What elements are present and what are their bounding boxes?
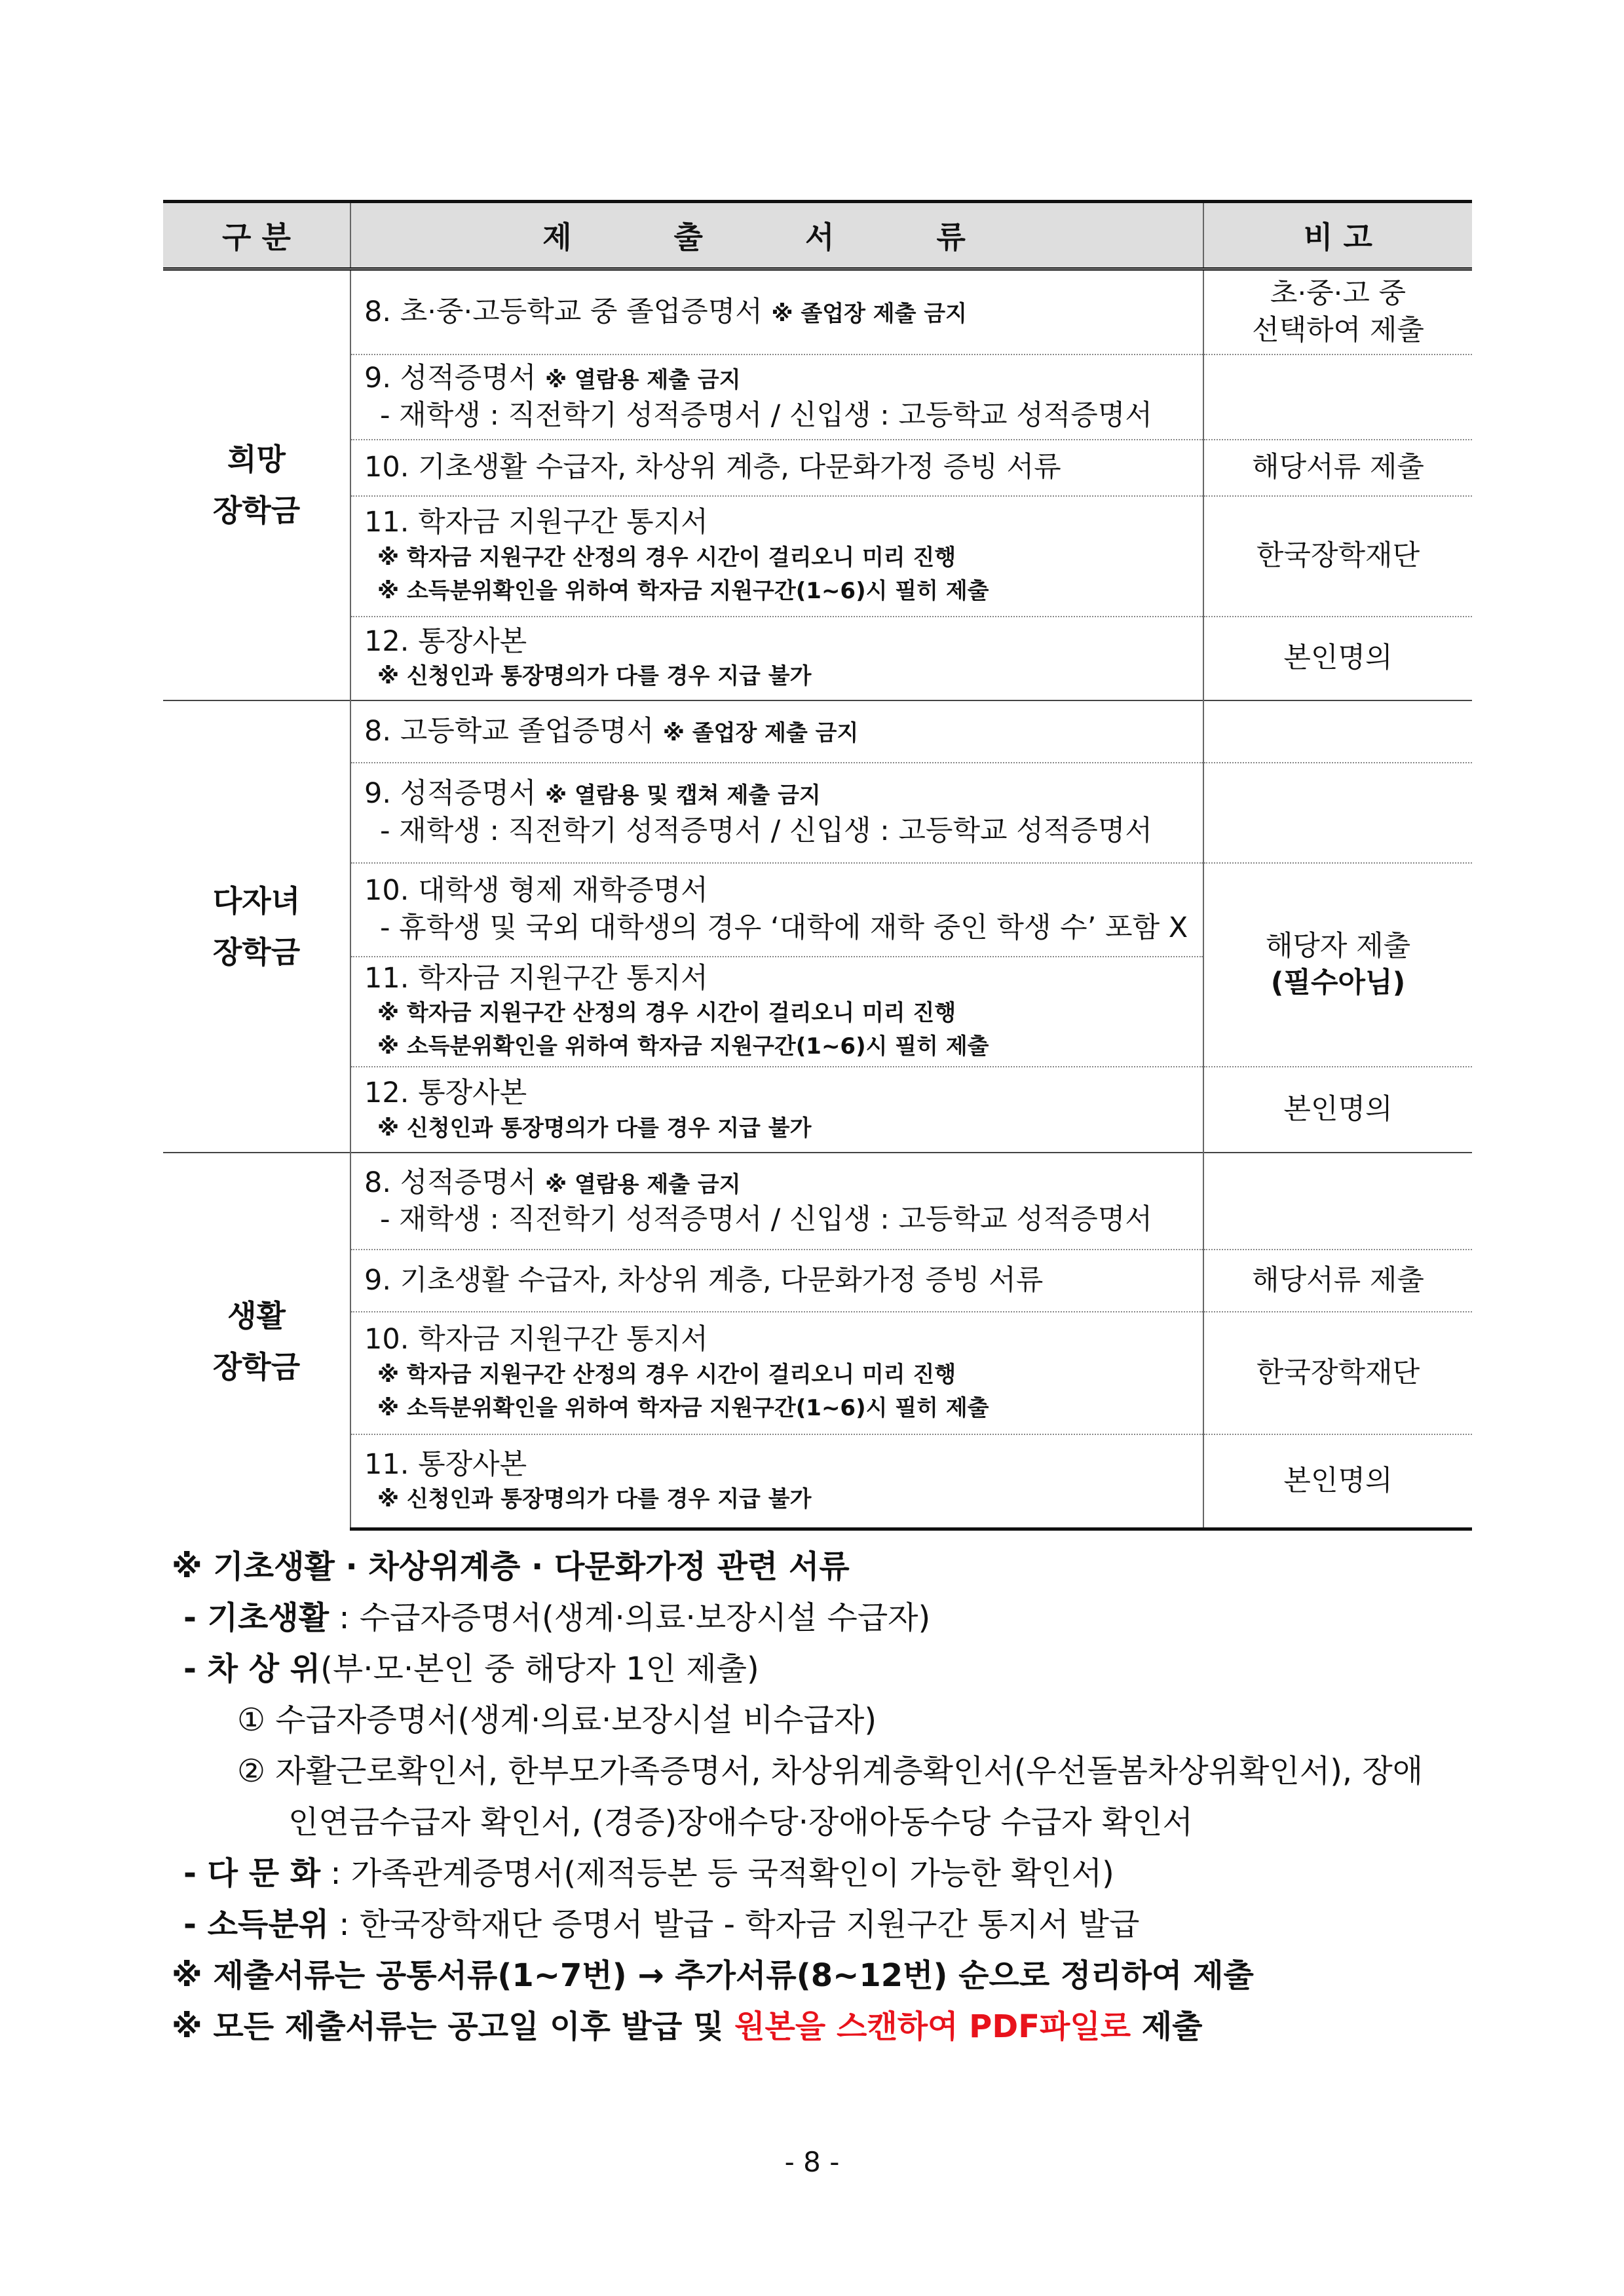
table-row (163, 269, 1472, 354)
doc-cell: 10. 기초생활 수급자, 차상위 계층, 다문화가정 증빙 서류 (350, 440, 1203, 496)
doc-cell: 8. 성적증명서 ※ 열람용 제출 금지 - 재학생 : 직전학기 성적증명서 / 신입생 : 고등학교 성적증명서 (350, 1153, 1203, 1250)
table-header-row (163, 202, 1472, 269)
multicultural-line: - 다 문 화 : 가족관계증명서(제적등본 등 국적확인이 가능한 확인서) (183, 1855, 1114, 1892)
near-poor-item-2: ② 자활근로확인서, 한부모가족증명서, 차상위계층확인서(우선돌봄차상위확인서), 장애 (237, 1753, 1424, 1789)
remark-cell-empty (1203, 1153, 1472, 1250)
notes-title: ※ 기초생활 · 차상위계층 · 다문화가정 관련 서류 (172, 1548, 850, 1585)
table-row (163, 496, 1472, 617)
doc-cell: 9. 성적증명서 ※ 열람용 제출 금지 - 재학생 : 직전학기 성적증명서 / 신입생 : 고등학교 성적증명서 (350, 354, 1203, 440)
table-row (163, 1250, 1472, 1312)
category-cell: 생활 장학금 (163, 1153, 350, 1529)
doc-cell: 8. 고등학교 졸업증명서 ※ 졸업장 제출 금지 (350, 700, 1203, 763)
page-number: - 8 - (784, 2146, 840, 2178)
doc-cell: 12. 통장사본 ※ 신청인과 통장명의가 다를 경우 지급 불가 (350, 1067, 1203, 1153)
doc-cell: 9. 성적증명서 ※ 열람용 및 캡쳐 제출 금지 - 재학생 : 직전학기 성적증명서 / 신입생 : 고등학교 성적증명서 (350, 763, 1203, 863)
order-note: ※ 제출서류는 공통서류(1~7번) → 추가서류(8~12번) 순으로 정리하여 제출 (172, 1957, 1254, 1994)
doc-cell: 8. 초·중·고등학교 중 졸업증명서 ※ 졸업장 제출 금지 (364, 295, 967, 328)
remark-cell: 초·중·고 중 선택하여 제출 (1203, 269, 1472, 354)
remark-cell-empty (1203, 354, 1472, 440)
table-row (163, 700, 1472, 763)
table-row (163, 863, 1472, 957)
table-row (163, 617, 1472, 700)
table-row (163, 440, 1472, 496)
near-poor-line: - 차 상 위(부·모·본인 중 해당자 1인 제출) (183, 1651, 759, 1687)
table-row (163, 1153, 1472, 1250)
doc-cell: 11. 통장사본 ※ 신청인과 통장명의가 다를 경우 지급 불가 (350, 1434, 1203, 1529)
remark-cell-empty (1203, 700, 1472, 763)
table-row (163, 763, 1472, 863)
remark-cell: 본인명의 (1203, 1434, 1472, 1529)
income-line: - 소득분위 : 한국장학재단 증명서 발급 - 학자금 지원구간 통지서 발급 (183, 1906, 1140, 1943)
remark-cell: 한국장학재단 (1203, 496, 1472, 617)
final-note: ※ 모든 제출서류는 공고일 이후 발급 및 원본을 스캔하여 PDF파일로 제출 (172, 2008, 1203, 2045)
table-row (163, 354, 1472, 440)
remark-cell: 해당서류 제출 (1203, 1250, 1472, 1312)
basic-living-line: - 기초생활 : 수급자증명서(생계·의료·보장시설 수급자) (183, 1599, 931, 1636)
remark-cell: 해당자 제출 (필수아님) (1203, 863, 1472, 1067)
doc-cell: 11. 학자금 지원구간 통지서 ※ 학자금 지원구간 산정의 경우 시간이 걸리오니 미리 진행 ※ 소득분위확인을 위하여 학자금 지원구간(1~6)시 필히 제출 (350, 957, 1203, 1067)
remark-cell: 본인명의 (1203, 1067, 1472, 1153)
table-row (163, 1312, 1472, 1434)
category-cell: 희망 장학금 (163, 269, 350, 700)
header-remarks: 비 고 (1203, 202, 1472, 269)
remark-cell: 한국장학재단 (1203, 1312, 1472, 1434)
document-requirements-table (163, 200, 1472, 1531)
table-row (163, 1067, 1472, 1153)
doc-cell: 11. 학자금 지원구간 통지서 ※ 학자금 지원구간 산정의 경우 시간이 걸리오니 미리 진행 ※ 소득분위확인을 위하여 학자금 지원구간(1~6)시 필히 제출 (350, 496, 1203, 617)
table-row (163, 1434, 1472, 1529)
near-poor-item-1: ① 수급자증명서(생계·의료·보장시설 비수급자) (237, 1702, 877, 1738)
remark-cell: 본인명의 (1203, 617, 1472, 700)
remark-cell: 해당서류 제출 (1203, 440, 1472, 496)
doc-cell: 10. 대학생 형제 재학증명서 - 휴학생 및 국외 대학생의 경우 ‘대학에 재학 중인 학생 수’ 포함 X (350, 863, 1203, 957)
header-category: 구 분 (163, 202, 350, 269)
header-documents: 제 출 서 류 (350, 202, 1203, 269)
notes-section (172, 1541, 1475, 2052)
remark-cell-empty (1203, 763, 1472, 863)
near-poor-item-2-cont: 인연금수급자 확인서, (경증)장애수당·장애아동수당 수급자 확인서 (288, 1804, 1193, 1841)
doc-cell: 9. 기초생활 수급자, 차상위 계층, 다문화가정 증빙 서류 (350, 1250, 1203, 1312)
doc-cell: 12. 통장사본 ※ 신청인과 통장명의가 다를 경우 지급 불가 (350, 617, 1203, 700)
category-cell: 다자녀 장학금 (163, 700, 350, 1153)
doc-cell: 10. 학자금 지원구간 통지서 ※ 학자금 지원구간 산정의 경우 시간이 걸리오니 미리 진행 ※ 소득분위확인을 위하여 학자금 지원구간(1~6)시 필히 제출 (350, 1312, 1203, 1434)
